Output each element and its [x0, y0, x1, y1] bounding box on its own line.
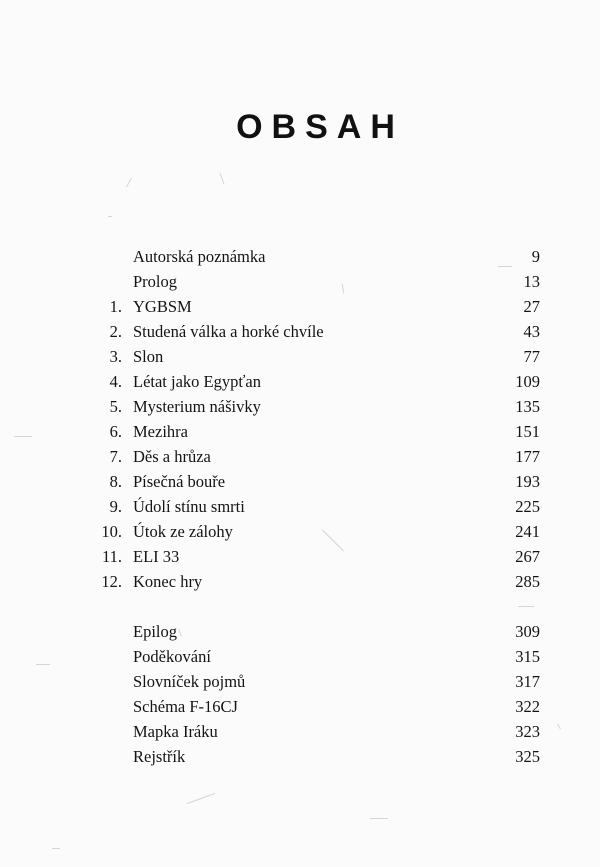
chapter-title: Písečná bouře [133, 472, 226, 491]
toc-entry [100, 469, 540, 494]
chapter-title: Studená válka a horké chvíle [133, 322, 324, 341]
chapter-number: 8. [109, 472, 122, 491]
page-number: 9 [531, 247, 540, 266]
toc-entry [100, 494, 540, 519]
section-title: Slovníček pojmů [133, 672, 246, 691]
chapter-number: 1. [109, 297, 122, 316]
toc-entry [100, 394, 540, 419]
toc-entry [100, 319, 540, 344]
chapter-number: 10. [101, 522, 122, 541]
page-number: 193 [515, 472, 540, 491]
toc-entry [100, 519, 540, 544]
page-title [0, 108, 600, 147]
section-title: Rejstřík [133, 747, 186, 766]
section-title: Poděkování [133, 647, 211, 666]
title-text: OBSAH [236, 108, 404, 146]
page-number: 109 [515, 372, 540, 391]
chapter-title: Konec hry [133, 572, 203, 591]
toc-entry [100, 419, 540, 444]
page-number: 177 [515, 447, 540, 466]
chapter-number: 7. [109, 447, 122, 466]
toc-entry [100, 294, 540, 319]
page-number: 317 [515, 672, 540, 691]
toc-entry [100, 444, 540, 469]
chapter-number: 4. [109, 372, 122, 391]
toc-entry [100, 719, 540, 744]
page-number: 13 [523, 272, 540, 291]
page-number: 135 [515, 397, 540, 416]
chapter-number: 5. [109, 397, 122, 416]
page-number: 77 [523, 347, 540, 366]
toc-back-matter [100, 619, 540, 769]
page-number: 43 [523, 322, 540, 341]
chapter-title: Údolí stínu smrti [133, 497, 245, 516]
section-title: Schéma F-16CJ [133, 697, 238, 716]
toc-chapters [100, 244, 540, 594]
section-title: Epilog [133, 622, 177, 641]
toc-entry [100, 544, 540, 569]
table-of-contents [100, 244, 540, 769]
page-number: 241 [515, 522, 540, 541]
chapter-title: Autorská poznámka [133, 247, 266, 266]
chapter-title: Děs a hrůza [133, 447, 211, 466]
page-number: 323 [515, 722, 540, 741]
chapter-number: 12. [101, 572, 122, 591]
toc-entry [100, 569, 540, 594]
chapter-title: Útok ze zálohy [133, 522, 233, 541]
chapter-title: Létat jako Egypťan [133, 372, 262, 391]
page-number: 315 [515, 647, 540, 666]
toc-entry [100, 369, 540, 394]
toc-entry [100, 619, 540, 644]
toc-entry [100, 344, 540, 369]
chapter-number: 9. [109, 497, 122, 516]
page-number: 267 [515, 547, 540, 566]
toc-entry [100, 644, 540, 669]
toc-entry [100, 244, 540, 269]
section-spacer [100, 594, 540, 619]
page-number: 27 [523, 297, 540, 316]
toc-entry [100, 744, 540, 769]
page-number: 309 [515, 622, 540, 641]
chapter-number: 11. [101, 547, 122, 566]
chapter-number: 6. [109, 422, 122, 441]
chapter-title: Mezihra [133, 422, 188, 441]
chapter-number: 3. [109, 347, 122, 366]
chapter-title: ELI 33 [133, 547, 180, 566]
section-title: Mapka Iráku [133, 722, 218, 741]
chapter-title: Mysterium nášivky [133, 397, 261, 416]
toc-entry [100, 694, 540, 719]
toc-entry [100, 669, 540, 694]
chapter-title: Slon [133, 347, 164, 366]
chapter-title: Prolog [133, 272, 178, 291]
chapter-title: YGBSM [133, 297, 192, 316]
page-number: 285 [515, 572, 540, 591]
toc-entry [100, 269, 540, 294]
page-number: 151 [515, 422, 540, 441]
page-number: 325 [515, 747, 540, 766]
page-number: 225 [515, 497, 540, 516]
page-number: 322 [515, 697, 540, 716]
chapter-number: 2. [109, 322, 122, 341]
